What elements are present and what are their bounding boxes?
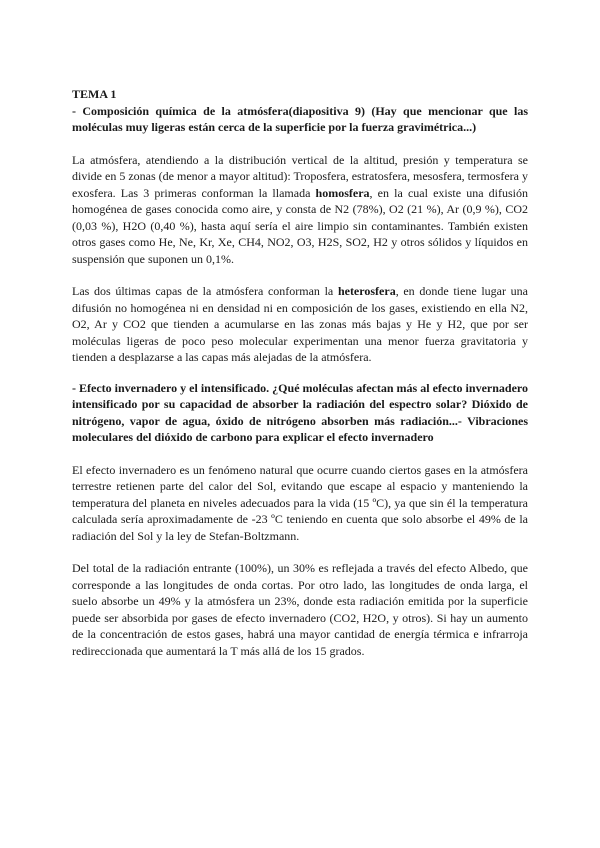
paragraph-text: El efecto invernadero es un fenómeno natural que ocurre cuando ciertos gases en la atmósfera terrestre retienen parte del calor del Sol, evitando que escape al espacio y manteniendo la temperatura del planeta en niveles adecuados para la vida (15 ºC), ya que sin él la temperatura calculada sería aproximadamente de -23 ºC teniendo en cuenta que solo absorbe el 49% de la radiación del Sol y la ley de Stefan-Boltzmann. [72, 462, 528, 543]
document-title: TEMA 1 [72, 87, 117, 101]
section-heading-greenhouse: - Efecto invernadero y el intensificado. ¿Qué moléculas afectan más al efecto invernadero intensificado por su capacidad de absorber la radiación del espectro solar? Dióxido de nitrógeno, vapor de agua, óxido de nitrógeno absorben más radiación...- Vibraciones moleculares del dióxido de carbono para explicar el efecto invernadero [72, 380, 528, 444]
paragraph-text: Del total de la radiación entrante (100%), un 30% es reflejada a través del efecto Albedo, que corresponde a las longitudes de onda cortas. Por otro lado, las longitudes de onda larga, el suelo absorbe un 49% y la atmósfera un 23%, donde esta radiación emitida por la superficie puede ser absorbida por gases de efecto invernadero (CO2, H2O, y otros). Si hay un aumento de la concentración de estos gases, habrá una mayor cantidad de energía térmica e infrarroja redireccionada que aumentará la T más allá de los 15 grados. [72, 561, 528, 658]
paragraph-text: , en la cual existe una difusión homogénea de gases conocida como aire, y consta de N2 (78%), O2 (21 %), Ar (0,9 %), CO2 (0,03 %), H2O (0,40 %), hasta aquí sería el aire limpio sin contaminantes. También existen otros gases como He, Ne, Kr, Xe, CH4, NO2, O3, H2S, SO2, H2 y otros sólidos y líquidos en suspensión que suponen un 0,1%. [72, 185, 528, 266]
paragraph-greenhouse-effect [72, 462, 528, 545]
paragraph-heterosfera [72, 283, 528, 366]
paragraph-radiation-balance [72, 560, 528, 659]
paragraph-homosfera [72, 152, 528, 268]
term-heterosfera: heterosfera [337, 284, 396, 298]
term-homosfera: homosfera [315, 185, 370, 200]
paragraph-text: La atmósfera, atendiendo a la distribución vertical de la altitud, presión y temperatura se divide en 5 zonas (de menor a mayor altitud): Troposfera, estratosfera, mesosfera, termosfera y exosfera. Las 3 primeras conforman la llamada [72, 152, 528, 200]
paragraph-text: Las dos últimas capas de la atmósfera conforman la [72, 284, 338, 298]
paragraph-text: , en donde tiene lugar una difusión no homogénea ni en densidad ni en composición de los gases, existiendo en ella N2, O2, Ar y CO2 que tienden a acumularse en las zonas más bajas y He y H2, que por ser moléculas ligeras de poco peso molecular experimentan una menor fuerza gravitatoria y tienden a desplazarse a las capas más alejadas de la atmósfera. [72, 284, 528, 364]
document-page [72, 86, 528, 659]
section-heading-composition: - Composición química de la atmósfera(diapositiva 9) (Hay que mencionar que las moléculas muy ligeras están cerca de la superficie por la fuerza gravimétrica...) [72, 103, 528, 134]
